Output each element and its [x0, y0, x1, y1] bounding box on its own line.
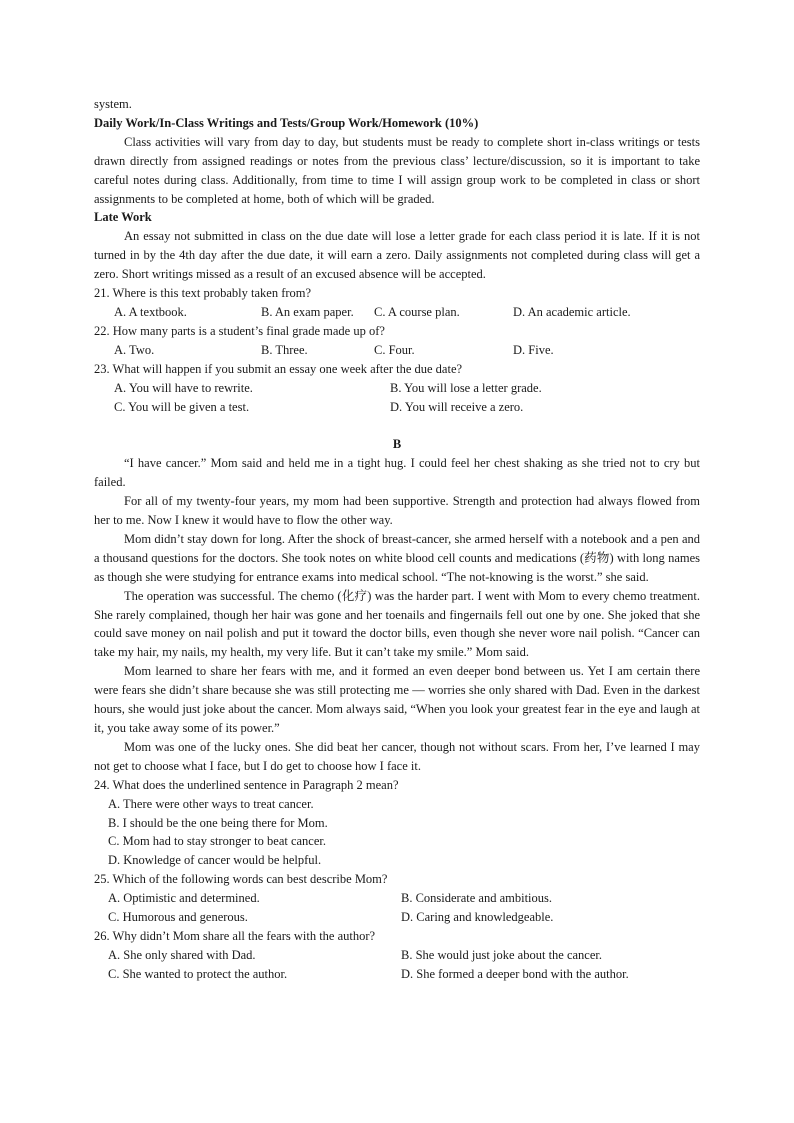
question-21-options	[94, 303, 700, 322]
option-21-b: B. An exam paper.	[261, 304, 354, 319]
passage-b-paragraph-6: Mom was one of the lucky ones. She did beat her cancer, though not without scars. From her, I’ve learned I may not get to choose what I face, but I do get to choose how I face it.	[94, 739, 700, 773]
option-26-a: A. She only shared with Dad.	[108, 947, 256, 962]
option-23-b: B. You will lose a letter grade.	[390, 380, 542, 395]
option-21-c: C. A course plan.	[374, 304, 460, 319]
option-24-d: D. Knowledge of cancer would be helpful.	[108, 853, 322, 868]
question-23-stem: 23. What will happen if you submit an essay one week after the due date?	[94, 361, 463, 376]
option-26-b: B. She would just joke about the cancer.	[401, 947, 603, 962]
question-26-options-row2	[94, 965, 700, 984]
passage-b-paragraph-4: The operation was successful. The chemo (化疗) was the harder part. I went with Mom to every chemo treatment. She rarely complained, though her hair was gone and her toenails and fingernails fell out one by one. She joked that she could save money on nail polish and put it toward the doctor bills, even though she never wore nail polish. “Cancer can take my hair, my nails, my health, my very life. But it can’t take my smile.” Mom said.	[94, 588, 700, 660]
question-22-stem: 22. How many parts is a student’s final grade made up of?	[94, 323, 385, 338]
section-heading-late-work: Late Work	[94, 210, 152, 225]
question-25-options-row1	[94, 889, 700, 908]
option-23-a: A. You will have to rewrite.	[114, 380, 253, 395]
passage-b-paragraph-5: Mom learned to share her fears with me, and it formed an even deeper bond between us. Yet I am certain there were fears she didn’t share because she was still protecting me — worries she only shared with Dad. Even in the darkest hours, she would just joke about the cancer. Mom always said, “When you look your greatest fear in the eye and laugh at it, you take away some of its power.”	[94, 664, 700, 735]
option-22-a: A. Two.	[114, 342, 155, 357]
section-body-daily-work: Class activities will vary from day to day, but students must be ready to complete short in-class writings or tests drawn directly from assigned readings or notes from the previous class’ lecture/discussion, so it is important to take careful notes during class. Additionally, from time to time I will assign group work to be completed in class or short assignments to be completed at home, both of which will be graded.	[94, 134, 700, 206]
section-heading-daily-work: Daily Work/In-Class Writings and Tests/Group Work/Homework (10%)	[94, 115, 479, 130]
option-25-d: D. Caring and knowledgeable.	[401, 910, 554, 925]
question-22-options	[94, 341, 700, 360]
question-23-options-row1	[94, 379, 700, 398]
option-21-a: A. A textbook.	[114, 304, 187, 319]
option-22-b: B. Three.	[261, 342, 308, 357]
passage-b-paragraph-1: “I have cancer.” Mom said and held me in a tight hug. I could feel her chest shaking as she tried not to cry but failed.	[94, 456, 700, 490]
option-24-a: A. There were other ways to treat cancer.	[108, 796, 314, 811]
option-23-c: C. You will be given a test.	[114, 399, 250, 414]
top-fragment: system.	[94, 97, 132, 111]
option-22-c: C. Four.	[374, 342, 415, 357]
section-body-late-work: An essay not submitted in class on the due date will lose a letter grade for each class period it is late. If it is not turned in by the 4th day after the due date, it will earn a zero. Daily assignments not completed during class will get a zero. Short writings missed as a result of an excused absence will be accepted.	[94, 229, 700, 282]
question-26-options-row1	[94, 946, 700, 965]
option-22-d: D. Five.	[513, 342, 554, 357]
option-24-b: B. I should be the one being there for Mom.	[108, 815, 328, 830]
option-24-c: C. Mom had to stay stronger to beat cancer.	[108, 834, 326, 849]
question-25-stem: 25. Which of the following words can best describe Mom?	[94, 872, 388, 887]
option-25-b: B. Considerate and ambitious.	[401, 891, 553, 906]
option-21-d: D. An academic article.	[513, 304, 631, 319]
exam-page	[94, 95, 700, 984]
question-21-stem: 21. Where is this text probably taken from?	[94, 286, 312, 301]
option-25-a: A. Optimistic and determined.	[108, 891, 260, 906]
question-26-stem: 26. Why didn’t Mom share all the fears with the author?	[94, 928, 376, 943]
question-24-stem: 24. What does the underlined sentence in Paragraph 2 mean?	[94, 777, 399, 792]
question-23-options-row2	[94, 398, 700, 417]
option-26-c: C. She wanted to protect the author.	[108, 966, 288, 981]
passage-b-paragraph-3: Mom didn’t stay down for long. After the shock of breast-cancer, she armed herself with a notebook and a pen and a thousand questions for the doctors. She took notes on white blood cell counts and medications (药物) with long names as though she were studying for entrance exams into medical school. “The not-knowing is the worst.” she said.	[94, 531, 700, 584]
question-25-options-row2	[94, 908, 700, 927]
option-26-d: D. She formed a deeper bond with the author.	[401, 966, 629, 981]
passage-b-paragraph-2: For all of my twenty-four years, my mom had been supportive. Strength and protection had always flowed from her to me. Now I knew it would have to flow the other way.	[94, 494, 700, 528]
option-25-c: C. Humorous and generous.	[108, 910, 248, 925]
passage-b-label: B	[392, 437, 402, 452]
option-23-d: D. You will receive a zero.	[390, 399, 524, 414]
